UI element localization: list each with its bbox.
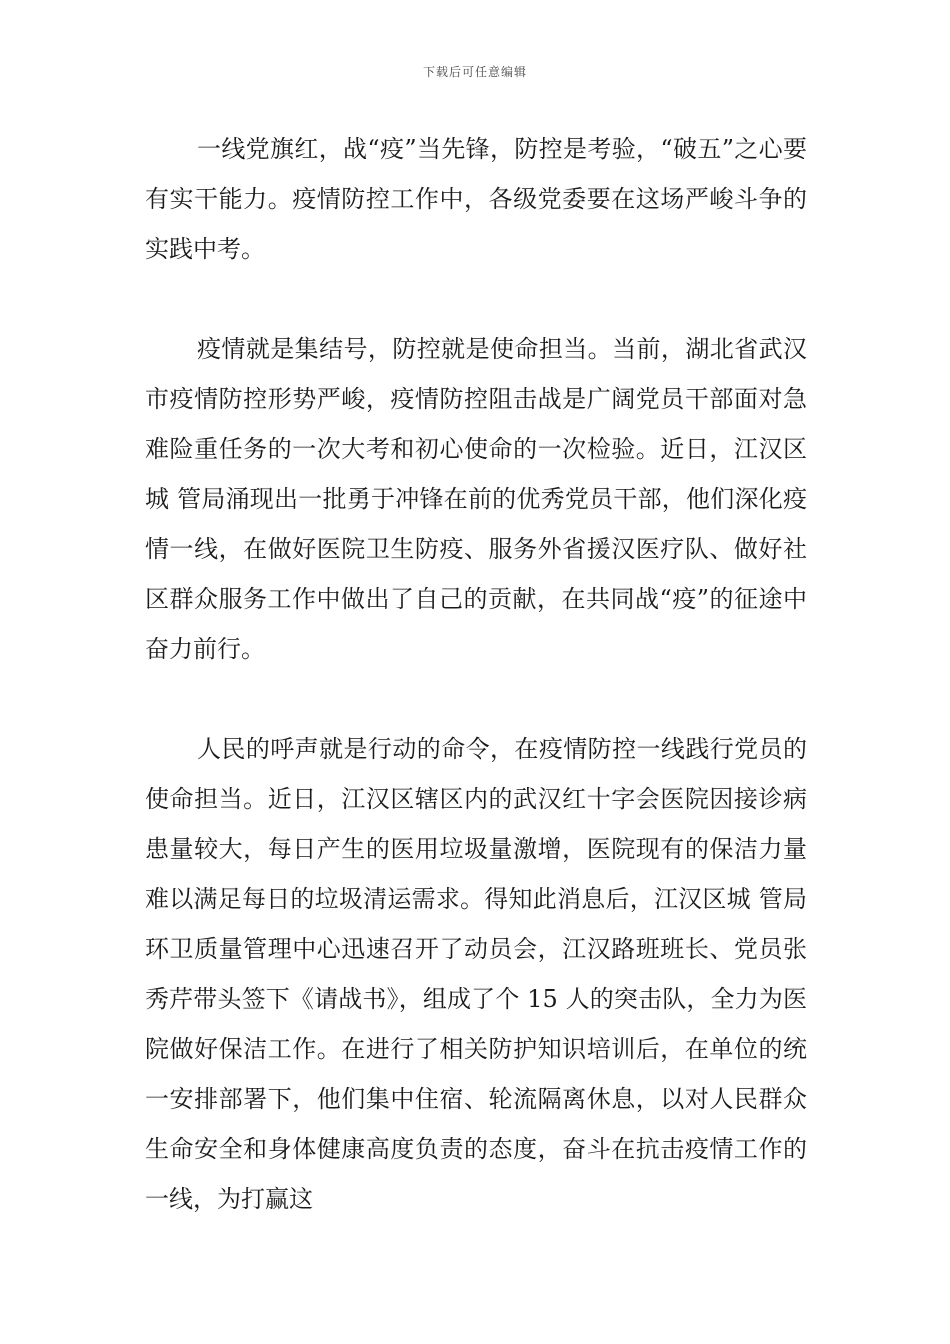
page-header: 下载后可任意编辑: [422, 65, 527, 79]
paragraph-spacer: [145, 274, 807, 324]
paragraph-3: 人民的呼声就是行动的命令，在疫情防控一线践行党员的使命担当。近日，江汉区辖区内的武汉红十字会医院因接诊病患量较大，每日产生的医用垃圾量激增，医院现有的保洁力量难以满足每日的垃圾清运需求。得知此消息后，江汉区城 管局环卫质量管理中心迅速召开了动员会，江汉路班班长、党员张秀芹带头签下《请战书》，组成了个 15 人的突击队，全力为医院做好保洁工作。在进行了相关防护知识培训后，在单位的统一安排部署下，他们集中住宿、轮流隔离休息，以对人民群众生命安全和身体健康高度负责的态度，奋斗在抗击疫情工作的一线，为打赢这: [145, 735, 807, 1213]
paragraph-2: 疫情就是集结号，防控就是使命担当。当前，湖北省武汉市疫情防控形势严峻，疫情防控阻击战是广阔党员干部面对急难险重任务的一次大考和初心使命的一次检验。近日，江汉区城 管局涌现出一批勇于冲锋在前的优秀党员干部，他们深化疫情一线，在做好医院卫生防疫、服务外省援汉医疗队、做好社区群众服务工作中做出了自己的贡献，在共同战“疫”的征途中奋力前行。: [145, 335, 807, 663]
paragraph-1: 一线党旗红，战“疫”当先锋，防控是考验，“破五”之心要有实干能力。疫情防控工作中，各级党委要在这场严峻斗争的实践中考。: [145, 135, 807, 263]
document-body: [145, 124, 807, 1224]
paragraph-spacer: [145, 674, 807, 724]
